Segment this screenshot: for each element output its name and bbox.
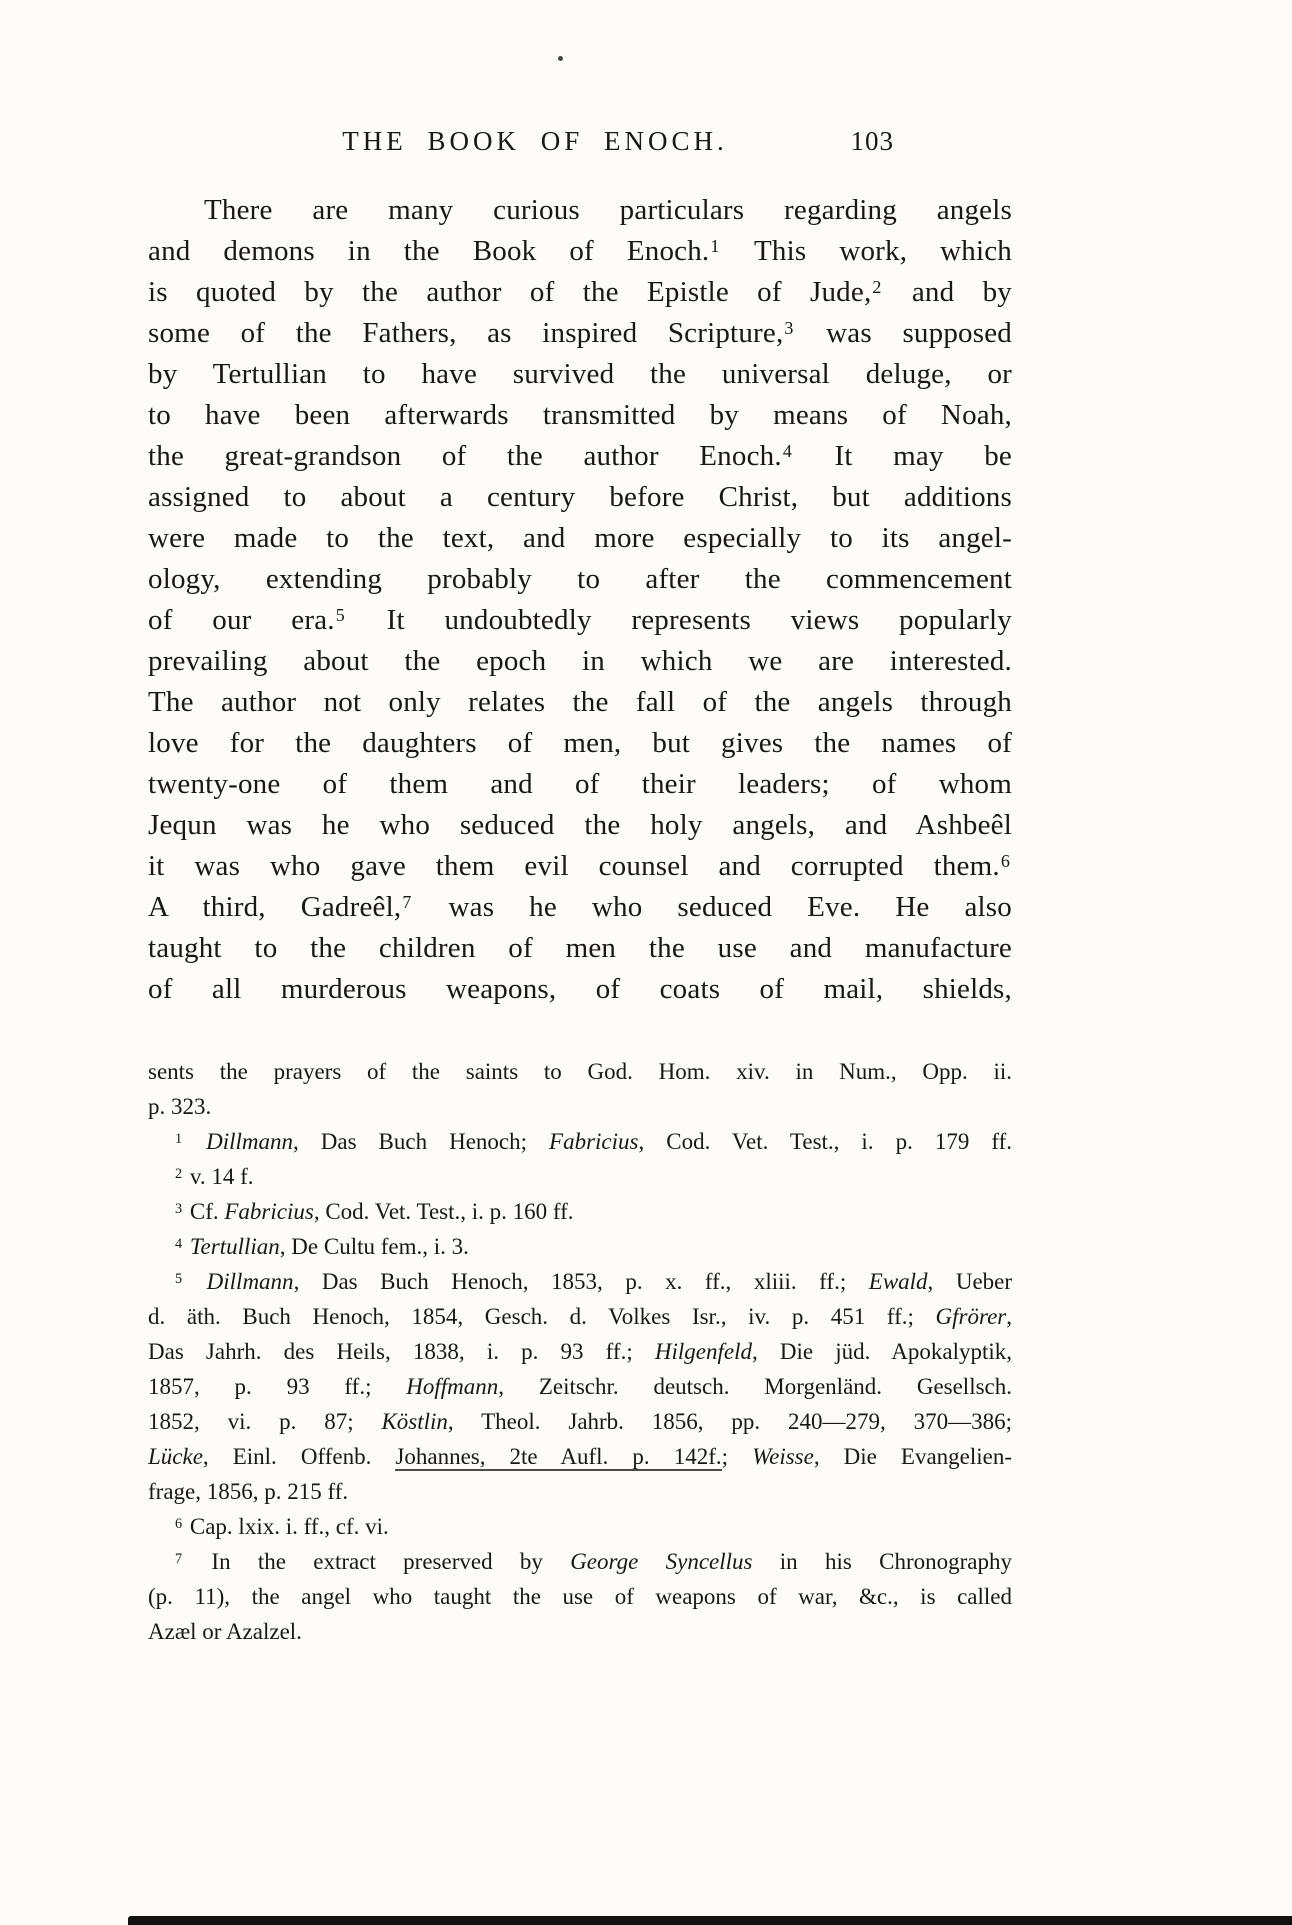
scan-speck-artifact bbox=[558, 56, 563, 61]
footnote-line: $^5$ Dillmann, Das Buch Henoch, 1853, p. x. ff., xliii. ff.; Ewald, Ueber bbox=[175, 1269, 1013, 1294]
body-text bbox=[148, 190, 1012, 1010]
footnote-line: Lücke, Einl. Offenb. Johannes, 2te Aufl. p. 142f.; Weisse, Die Evangelien- bbox=[148, 1444, 1013, 1469]
body-line: is quoted by the author of the Epistle of Jude,$^2$ and by bbox=[148, 276, 1012, 308]
body-line: and demons in the Book of Enoch.$^1$ This work, which bbox=[148, 235, 1012, 267]
body-line: it was who gave them evil counsel and corrupted them.$^6$ bbox=[148, 850, 1010, 882]
footnotes-text bbox=[148, 1054, 1012, 1649]
body-line: by Tertullian to have survived the universal deluge, or bbox=[148, 358, 1012, 390]
body-line: taught to the children of men the use and manufacture bbox=[148, 932, 1012, 964]
footnote-line: $^4$ Tertullian, De Cultu fem., i. 3. bbox=[175, 1234, 469, 1259]
page-number: 103 bbox=[850, 126, 894, 156]
page-content bbox=[148, 126, 1012, 1649]
body-line: ology, extending probably to after the commencement bbox=[148, 563, 1012, 595]
footnote-line: Azæl or Azalzel. bbox=[148, 1619, 302, 1644]
footnote-line: (p. 11), the angel who taught the use of weapons of war, &c., is called bbox=[148, 1584, 1012, 1609]
body-line: A third, Gadreêl,$^7$ was he who seduced Eve. He also bbox=[148, 891, 1012, 923]
body-line: some of the Fathers, as inspired Scripture,$^3$ was supposed bbox=[148, 317, 1012, 349]
body-line: prevailing about the epoch in which we are interested. bbox=[148, 645, 1012, 677]
footnote-line: d. äth. Buch Henoch, 1854, Gesch. d. Volkes Isr., iv. p. 451 ff.; Gfrörer, bbox=[148, 1304, 1012, 1329]
footnote-line: $^1$ Dillmann, Das Buch Henoch; Fabricius, Cod. Vet. Test., i. p. 179 ff. bbox=[175, 1129, 1012, 1154]
body-line: twenty-one of them and of their leaders; of whom bbox=[148, 768, 1012, 800]
footnote-line: $^2$ v. 14 f. bbox=[175, 1164, 254, 1189]
footnote-line: 1852, vi. p. 87; Köstlin, Theol. Jahrb. 1856, pp. 240—279, 370—386; bbox=[148, 1409, 1012, 1434]
body-line: love for the daughters of men, but gives the names of bbox=[148, 727, 1012, 759]
running-title: THE BOOK OF ENOCH. bbox=[342, 126, 728, 156]
footnote-line: p. 323. bbox=[148, 1094, 212, 1119]
body-line: assigned to about a century before Christ, but additions bbox=[148, 481, 1012, 513]
footnote-line: 1857, p. 93 ff.; Hoffmann, Zeitschr. deutsch. Morgenländ. Gesellsch. bbox=[148, 1374, 1012, 1399]
footnote-line: $^6$ Cap. lxix. i. ff., cf. vi. bbox=[175, 1514, 389, 1539]
body-line: were made to the text, and more especially to its angel- bbox=[148, 522, 1012, 554]
footnote-line: Das Jahrh. des Heils, 1838, i. p. 93 ff.; Hilgenfeld, Die jüd. Apokalyptik, bbox=[148, 1339, 1012, 1364]
footnote-line: $^7$ In the extract preserved by George Syncellus in his Chronography bbox=[175, 1549, 1013, 1574]
body-line: Jequn was he who seduced the holy angels, and Ashbeêl bbox=[148, 809, 1012, 841]
body-line: to have been afterwards transmitted by means of Noah, bbox=[148, 399, 1012, 431]
body-line: There are many curious particulars regarding angels bbox=[204, 194, 1012, 226]
footnote-line: frage, 1856, p. 215 ff. bbox=[148, 1479, 349, 1504]
body-line: the great-grandson of the author Enoch.$^4$ It may be bbox=[148, 440, 1012, 472]
body-line: of all murderous weapons, of coats of mail, shields, bbox=[148, 973, 1012, 1005]
scan-edge-artifact bbox=[128, 1916, 1292, 1925]
page-header bbox=[148, 126, 1012, 160]
footnote-line: $^3$ Cf. Fabricius, Cod. Vet. Test., i. p. 160 ff. bbox=[175, 1199, 574, 1224]
footnote-line: sents the prayers of the saints to God. Hom. xiv. in Num., Opp. ii. bbox=[148, 1059, 1012, 1084]
body-line: The author not only relates the fall of the angels through bbox=[148, 686, 1012, 718]
body-line: of our era.$^5$ It undoubtedly represents views popularly bbox=[148, 604, 1012, 636]
